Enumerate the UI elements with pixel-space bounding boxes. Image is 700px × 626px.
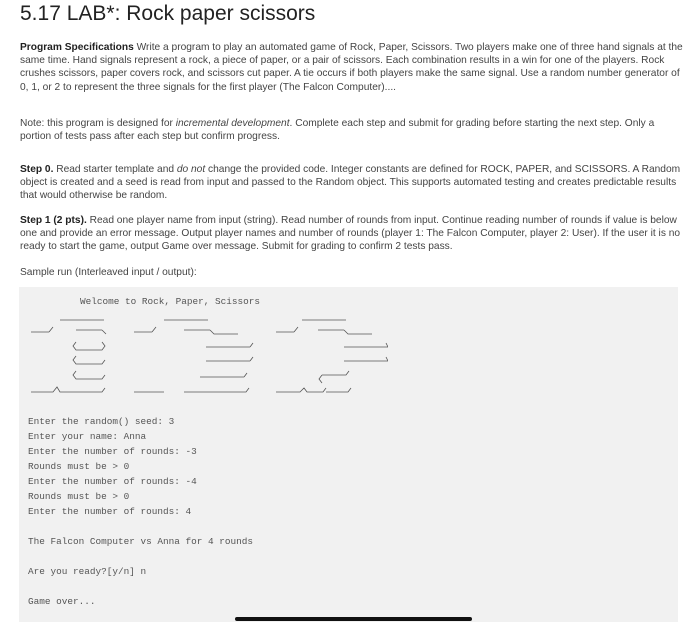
game-over-line: Game over...	[28, 596, 96, 607]
welcome-line: Welcome to Rock, Paper, Scissors	[80, 296, 261, 307]
step0-text-2: change the provided code. Integer constants are defined for ROCK, PAPER, and SCISSORS. A Random object is created and a seed is read from input and passed to the Random object. This supports automated testing and creates predictable results that would otherwise be random.	[20, 164, 681, 202]
step1-paragraph	[20, 214, 685, 254]
prompt-name: Enter your name: Anna	[28, 431, 147, 442]
rock-paper-scissors-ascii-art	[28, 315, 388, 400]
note-paragraph	[20, 117, 685, 143]
note-suffix: . Complete each step and submit for grading before starting the next step. Only a portion of tests pass after each step but confirm progress.	[20, 118, 655, 143]
step0-text-1: Read starter template and	[53, 164, 177, 175]
step0-paragraph	[20, 163, 685, 203]
note-emphasis: incremental development	[175, 118, 290, 129]
spec-text: Write a program to play an automated game of Rock, Paper, Scissors. Two players make one of three hand signals at the same time. Hand signals represent a rock, a piece of paper, or a pair of scissors. Each combination results in a win for one of the players. Rock crushes scissors, paper covers rock, and scissors cut paper. A tie occurs if both players make the same signal. Use a random number generator of 0, 1, or 2 to represent the three signals for the first player (The Falcon Computer)....	[20, 42, 683, 93]
step1-text: Read one player name from input (string). Read number of rounds from input. Continue reading number of rounds if value is below one and provide an error message. Output player names and number of rounds (player 1: The Falcon Computer, player 2: User). If the user it is no ready to start the game, output Game over message. Submit for grading to confirm 2 tests pass.	[20, 215, 681, 253]
note-prefix: Note: this program is designed for	[20, 118, 176, 129]
prompt-seed: Enter the random() seed: 3	[28, 416, 175, 427]
prompt-rounds-3: Enter the number of rounds: 4	[28, 506, 192, 517]
program-specifications-paragraph	[20, 41, 685, 94]
prompt-rounds-2: Enter the number of rounds: -4	[28, 476, 197, 487]
prompt-rounds-1: Enter the number of rounds: -3	[28, 446, 197, 457]
match-summary: The Falcon Computer vs Anna for 4 rounds	[28, 536, 254, 547]
ready-prompt: Are you ready?[y/n] n	[28, 566, 147, 577]
scroll-handle[interactable]	[235, 617, 472, 621]
step0-emphasis: do not	[176, 164, 206, 175]
rounds-error-2: Rounds must be > 0	[28, 491, 130, 502]
sample-run-box	[19, 287, 678, 622]
step1-heading: Step 1 (2 pts).	[20, 215, 87, 226]
sample-run-label: Sample run (Interleaved input / output):	[20, 267, 197, 278]
spec-heading: Program Specifications	[20, 42, 134, 53]
rounds-error-1: Rounds must be > 0	[28, 461, 130, 472]
page-title: 5.17 LAB*: Rock paper scissors	[20, 2, 316, 25]
step0-heading: Step 0.	[20, 164, 54, 175]
